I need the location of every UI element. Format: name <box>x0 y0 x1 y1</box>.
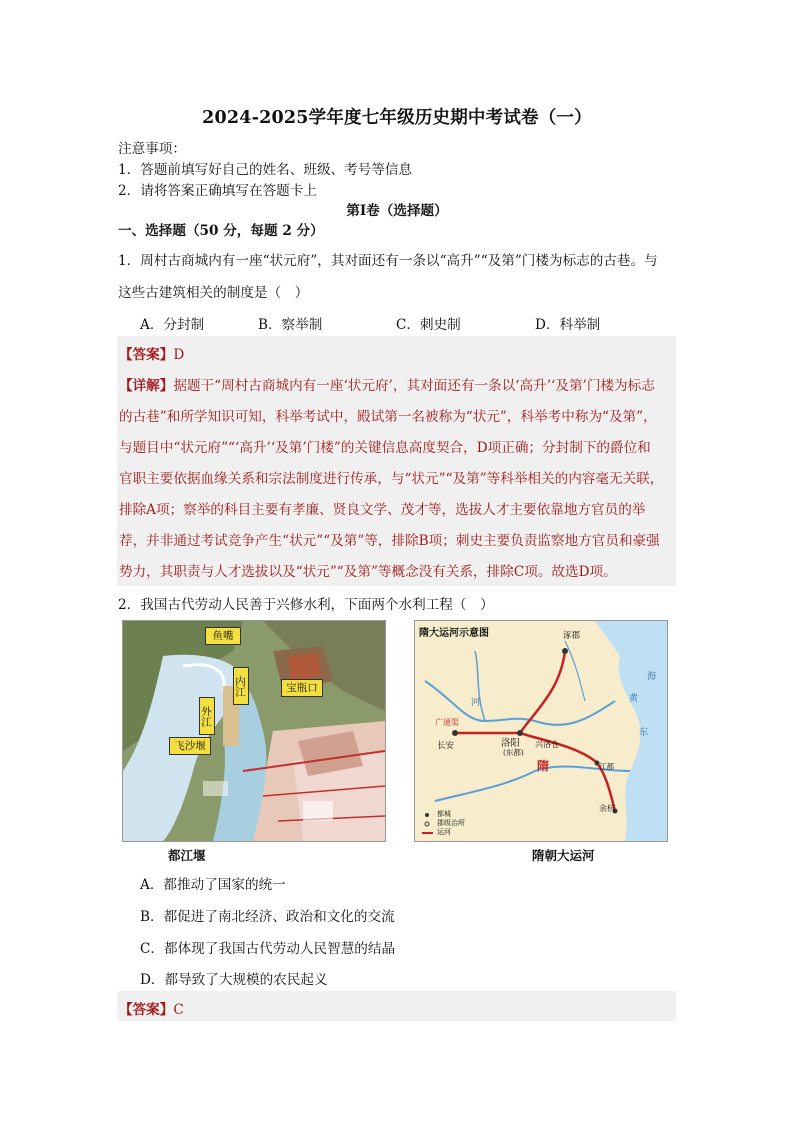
option-d: D．都导致了大规模的农民起义 <box>140 972 328 988</box>
option-a: A．都推动了国家的统一 <box>140 877 286 893</box>
explanation-line: 荐，并非通过考试竞争产生“状元”“及第”等，排除B项；刺史主要负责监察地方官员和豪强 <box>119 533 660 549</box>
caption-grand-canal: 隋朝大运河 <box>532 848 595 863</box>
answer-value: C <box>173 1002 184 1018</box>
explanation-line: 官职主要依据血缘关系和宗法制度进行传承，与“状元”“及第”等科举相关的内容毫无关联， <box>119 471 664 487</box>
option-c: C．刺史制 <box>396 317 461 333</box>
answer-1 <box>119 343 184 363</box>
label-baopingkou: 宝瓶口 <box>281 679 323 697</box>
grand-canal-map <box>414 620 668 842</box>
place-xingluocang: 兴洛仓 <box>535 740 559 749</box>
option-b: B．察举制 <box>258 317 323 333</box>
explanation-line: 势力，其职责与人才选拔以及“状元”“及第”等概念没有关系，排除C项。故选D项。 <box>119 564 617 580</box>
label-yuzui: 鱼嘴 <box>205 627 241 645</box>
part-title: 一、选择题（50 分，每题 2 分） <box>118 223 324 239</box>
page-title: 2024-2025学年度七年级历史期中考试卷（一） <box>202 108 592 128</box>
river-label-he: 河 <box>471 698 481 708</box>
question-1-line: 1．周村古商城内有一座“状元府”，其对面还有一条以“高升”“及第”门楼为标志的古巷。与 <box>118 253 658 269</box>
dujiangyan-illustration <box>123 621 385 841</box>
place-dongdu: (东都) <box>503 748 524 757</box>
notice-heading: 注意事项： <box>118 141 186 157</box>
notice-item: 2．请将答案正确填写在答题卡上 <box>118 183 317 199</box>
option-b: B．都促进了南北经济、政治和文化的交流 <box>140 909 395 925</box>
legend-capital: 都城 <box>437 810 451 818</box>
answer-2 <box>119 998 184 1018</box>
dujiangyan-image <box>122 620 386 842</box>
place-luoyang: 洛阳 <box>501 738 521 749</box>
place-jiangdu: 江都 <box>599 762 614 771</box>
explanation-line: 的古巷”和所学知识可知，科举考试中，殿试第一名被称为“状元”，科举考中称为“及第”， <box>119 409 657 425</box>
notice-item: 1．答题前填写好自己的姓名、班级、考号等信息 <box>118 162 413 178</box>
explanation-label: 【详解】 <box>119 378 174 394</box>
label-waijiang: 外江 <box>199 697 215 735</box>
place-changan: 长安 <box>437 741 455 751</box>
explanation-line: 排除A项；察举的科目主要有孝廉、贤良文学、茂才等，选拔人才主要依靠地方官员的举 <box>119 502 646 518</box>
question-2-stem: 2．我国古代劳动人民善于兴修水利，下面两个水利工程（ ） <box>118 597 494 613</box>
grand-canal-illustration <box>415 621 667 841</box>
place-zhuojun: 涿郡 <box>563 631 581 641</box>
map-title: 隋大运河示意图 <box>419 628 489 639</box>
section-title: 第Ⅰ卷（选择题） <box>346 203 448 219</box>
option-a: A．分封制 <box>140 317 205 333</box>
answer-label: 【答案】 <box>119 1002 174 1018</box>
option-c: C．都体现了我国古代劳动人民智慧的结晶 <box>140 941 396 957</box>
answer-value: D <box>173 347 185 363</box>
answer-bar <box>117 336 676 366</box>
legend-prefecture: 郡级治所 <box>437 819 465 827</box>
sea-label-hai: 海 <box>647 672 657 682</box>
label-feishayan: 飞沙堰 <box>169 737 211 755</box>
place-yuhang: 余杭 <box>599 804 615 813</box>
explanation-line: 【详解】据题干“周村古商城内有一座‘状元府’，其对面还有一条以‘高升’‘及第’门楼为标志 <box>119 378 655 394</box>
place-guangtongqu: 广通渠 <box>435 718 459 727</box>
legend-canal: 运河 <box>437 828 451 836</box>
question-1-line: 这些古建筑相关的制度是（ ） <box>118 285 309 301</box>
option-d: D．科举制 <box>535 317 601 333</box>
sea-label-dong: 东 <box>639 728 649 738</box>
answer-label: 【答案】 <box>119 347 174 363</box>
answer-bar <box>117 991 676 1021</box>
caption-dujiangyan: 都江堰 <box>168 848 206 863</box>
sea-label-huang: 黄 <box>629 694 639 704</box>
label-neijiang: 内江 <box>233 667 249 705</box>
place-sui: 隋 <box>537 759 550 773</box>
explanation-line: 与题目中“状元府”“‘高升’‘及第’门楼”的关键信息高度契合，D项正确；分封制下的爵位和 <box>119 440 651 456</box>
